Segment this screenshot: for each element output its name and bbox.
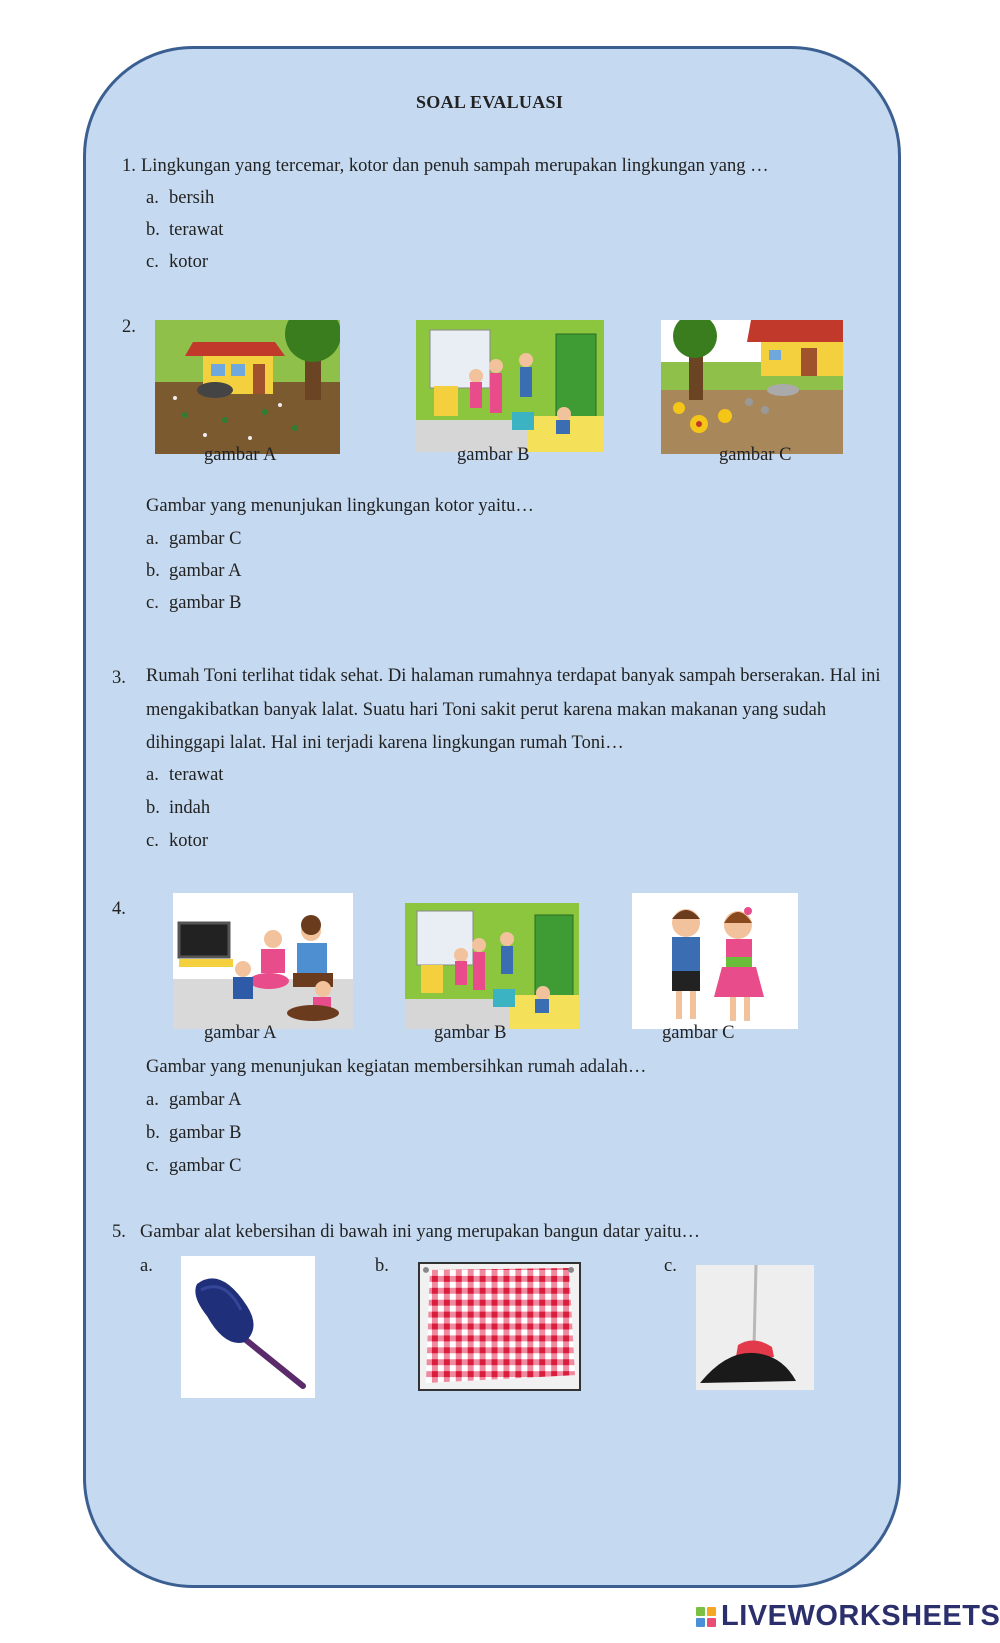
q1-option-a[interactable]: bersih [169, 188, 215, 208]
q3-text: Rumah Toni terlihat tidak sehat. Di halaman rumahnya terdapat banyak sampah berserakan. Hal ini mengakibatkan banyak lalat. Suatu hari Toni sakit perut karena makan makanan yang sudah dihinggapi lalat. Hal ini terjadi karena lingkungan rumah Toni… [146, 666, 881, 753]
q2-number: 2. [122, 317, 136, 337]
q5-text: Gambar alat kebersihan di bawah ini yang merupakan bangun datar yaitu… [140, 1222, 700, 1242]
q5-label-c: c. [664, 1256, 677, 1276]
q1-option-c-letter: c. [146, 252, 159, 272]
q1-text: Lingkungan yang tercemar, kotor dan penuh sampah merupakan lingkungan yang … [141, 156, 769, 176]
q4-option-b-letter: b. [146, 1123, 160, 1143]
q2-caption-a: gambar A [204, 445, 277, 465]
clean-garden-image [661, 320, 843, 454]
liveworksheets-logo [696, 1600, 1000, 1633]
q2-option-a[interactable]: gambar C [169, 529, 242, 549]
q2-caption-b: gambar B [457, 445, 530, 465]
q3-option-c-letter: c. [146, 831, 159, 851]
q1-number: 1. [122, 156, 136, 176]
q3-option-b-letter: b. [146, 798, 160, 818]
family-watching-tv-image [173, 893, 353, 1029]
q5-label-a: a. [140, 1256, 153, 1276]
q4-text: Gambar yang menunjukan kegiatan membersihkan rumah adalah… [146, 1057, 647, 1077]
q1-option-a-letter: a. [146, 188, 159, 208]
logo-text: LIVEWORKSHEETS [721, 1600, 1000, 1632]
q4-caption-c: gambar C [662, 1023, 735, 1043]
q3-option-a[interactable]: terawat [169, 765, 224, 785]
page-title: SOAL EVALUASI [416, 92, 564, 112]
q1-option-b-letter: b. [146, 220, 160, 240]
q2-option-b[interactable]: gambar A [169, 561, 242, 581]
q3-option-a-letter: a. [146, 765, 159, 785]
cleaning-classroom-image-q2 [416, 320, 604, 452]
duster-image[interactable] [181, 1256, 315, 1398]
q3-option-c[interactable]: kotor [169, 831, 209, 851]
q2-text: Gambar yang menunjukan lingkungan kotor yaitu… [146, 496, 534, 516]
q2-option-c-letter: c. [146, 593, 159, 613]
q1-option-b[interactable]: terawat [169, 220, 224, 240]
q4-caption-b: gambar B [434, 1023, 507, 1043]
logo-mark-icon [696, 1607, 716, 1627]
q4-number: 4. [112, 899, 126, 919]
q2-caption-c: gambar C [719, 445, 792, 465]
q3-number: 3. [112, 668, 126, 688]
q5-label-b: b. [375, 1256, 389, 1276]
q3-option-b[interactable]: indah [169, 798, 211, 818]
q4-caption-a: gambar A [204, 1023, 277, 1043]
q4-option-a-letter: a. [146, 1090, 159, 1110]
q2-option-c[interactable]: gambar B [169, 593, 242, 613]
q1-option-c[interactable]: kotor [169, 252, 209, 272]
q4-option-a[interactable]: gambar A [169, 1090, 242, 1110]
q4-option-c[interactable]: gambar C [169, 1156, 242, 1176]
q4-option-c-letter: c. [146, 1156, 159, 1176]
q2-option-a-letter: a. [146, 529, 159, 549]
q2-option-b-letter: b. [146, 561, 160, 581]
dirty-yard-image [155, 320, 340, 454]
q4-option-b[interactable]: gambar B [169, 1123, 242, 1143]
checkered-cloth-image[interactable] [418, 1262, 581, 1391]
cleaning-classroom-image-q4 [405, 903, 579, 1029]
children-standing-image [632, 893, 798, 1029]
q5-number: 5. [112, 1222, 126, 1242]
broom-image[interactable] [696, 1265, 814, 1390]
